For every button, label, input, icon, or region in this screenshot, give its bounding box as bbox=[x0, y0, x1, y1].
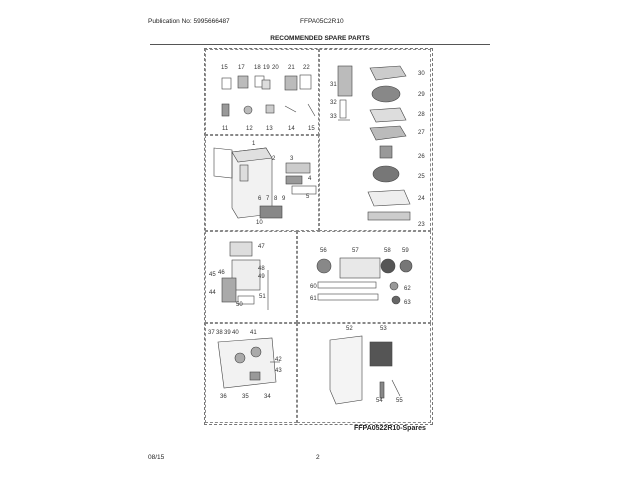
callout-number: 28 bbox=[418, 112, 425, 118]
callout-number: 21 bbox=[288, 65, 295, 71]
part-29-fan bbox=[372, 86, 400, 102]
callout-number: 36 bbox=[220, 394, 227, 400]
part-59 bbox=[400, 260, 412, 272]
callout-number: 59 bbox=[402, 248, 409, 254]
part-47 bbox=[230, 242, 252, 256]
part-27 bbox=[370, 126, 406, 140]
callout-number: 23 bbox=[418, 222, 425, 228]
callout-number: 37 bbox=[208, 330, 215, 336]
part-55 bbox=[392, 380, 400, 396]
callout-number: 40 bbox=[232, 330, 239, 336]
callout-number: 58 bbox=[384, 248, 391, 254]
part-60-slider bbox=[318, 282, 376, 288]
part-62 bbox=[390, 282, 398, 290]
part-11 bbox=[222, 104, 229, 116]
part-14 bbox=[285, 106, 296, 112]
callout-number: 51 bbox=[259, 294, 266, 300]
callout-number: 63 bbox=[404, 300, 411, 306]
callout-number: 42 bbox=[275, 357, 282, 363]
part-19-20 bbox=[262, 80, 270, 89]
part-58 bbox=[381, 259, 395, 273]
callout-number: 38 bbox=[216, 330, 223, 336]
callout-number: 1 bbox=[252, 141, 256, 147]
callout-number: 41 bbox=[250, 330, 257, 336]
callout-number: 15 bbox=[308, 126, 315, 132]
publication-number: Publication No: 5995666487 bbox=[148, 18, 230, 25]
part-10-base bbox=[260, 206, 282, 218]
callout-number: 32 bbox=[330, 100, 337, 106]
part-31-board bbox=[338, 66, 352, 96]
part-28 bbox=[370, 108, 406, 122]
callout-number: 24 bbox=[418, 196, 425, 202]
callout-number: 57 bbox=[352, 248, 359, 254]
part-15b bbox=[308, 104, 315, 116]
part-5 bbox=[292, 186, 316, 194]
callout-number: 25 bbox=[418, 174, 425, 180]
callout-number: 6 bbox=[258, 196, 262, 202]
callout-number: 27 bbox=[418, 130, 425, 136]
part-15-board bbox=[222, 78, 231, 89]
page-number: 2 bbox=[316, 454, 320, 461]
callout-number: 26 bbox=[418, 154, 425, 160]
part-3-grille bbox=[286, 163, 310, 173]
callout-number: 11 bbox=[222, 126, 229, 132]
callout-number: 3 bbox=[290, 156, 294, 162]
footer-date: 08/15 bbox=[148, 454, 165, 461]
callout-number: 8 bbox=[274, 196, 278, 202]
figure-caption: FFPA0522R10-Spares bbox=[354, 425, 426, 432]
callout-number: 60 bbox=[310, 284, 317, 290]
part-61-slider bbox=[318, 294, 378, 300]
callout-number: 49 bbox=[258, 274, 265, 280]
callout-number: 35 bbox=[242, 394, 249, 400]
callout-number: 62 bbox=[404, 286, 411, 292]
callout-number: 34 bbox=[264, 394, 271, 400]
callout-number: 50 bbox=[236, 302, 243, 308]
callout-number: 5 bbox=[306, 194, 310, 200]
part-30-housing bbox=[370, 66, 406, 80]
part-4 bbox=[286, 176, 302, 184]
callout-number: 19 bbox=[263, 65, 270, 71]
callout-number: 56 bbox=[320, 248, 327, 254]
part-17-board bbox=[238, 76, 248, 88]
part-24 bbox=[368, 190, 410, 206]
callout-number: 47 bbox=[258, 244, 265, 250]
model-number: FFPA05C2R10 bbox=[300, 18, 344, 25]
part-13 bbox=[266, 105, 274, 113]
callout-number: 52 bbox=[346, 326, 353, 332]
callout-number: 31 bbox=[330, 82, 337, 88]
callout-number: 44 bbox=[209, 290, 216, 296]
callout-number: 33 bbox=[330, 114, 337, 120]
callout-number: 48 bbox=[258, 266, 265, 272]
callout-number: 7 bbox=[266, 196, 270, 202]
callout-text: 15 bbox=[221, 65, 228, 71]
part-23-rail bbox=[368, 212, 410, 220]
page-title: RECOMMENDED SPARE PARTS bbox=[270, 35, 370, 42]
callout-number: 61 bbox=[310, 296, 317, 302]
callout-number: 9 bbox=[282, 196, 286, 202]
part-22 bbox=[300, 75, 311, 89]
callout-number: 13 bbox=[266, 126, 273, 132]
part-12 bbox=[244, 106, 252, 114]
callout-number: 17 bbox=[238, 65, 245, 71]
callout-number: 29 bbox=[418, 92, 425, 98]
callout-number: 54 bbox=[376, 398, 383, 404]
callout-number: 2 bbox=[272, 156, 276, 162]
callout-number: 18 bbox=[254, 65, 261, 71]
part-21 bbox=[285, 76, 297, 90]
panel-side bbox=[214, 148, 232, 178]
part-52-rear-cover bbox=[330, 336, 362, 404]
callout-number: 22 bbox=[303, 65, 310, 71]
part-53-filter bbox=[370, 342, 392, 366]
callout-number: 53 bbox=[380, 326, 387, 332]
callout-number: 43 bbox=[275, 368, 282, 374]
callout-number: 45 bbox=[209, 272, 216, 278]
compressor-base bbox=[218, 338, 276, 388]
callout-number: 14 bbox=[288, 126, 295, 132]
part-25-wheel bbox=[373, 166, 399, 182]
part-26-motor bbox=[380, 146, 392, 158]
callout-number: 39 bbox=[224, 330, 231, 336]
part-32 bbox=[340, 100, 346, 118]
callout-number: 10 bbox=[256, 220, 263, 226]
part-44 bbox=[222, 278, 236, 302]
callout-number: 30 bbox=[418, 71, 425, 77]
callout-number: 12 bbox=[246, 126, 253, 132]
callout-number: 4 bbox=[308, 176, 312, 182]
part-57-hose bbox=[340, 258, 380, 278]
callout-number: 20 bbox=[272, 65, 279, 71]
part-63 bbox=[392, 296, 400, 304]
callout-number: 46 bbox=[218, 270, 225, 276]
part-56-adapter bbox=[317, 259, 331, 273]
part-54 bbox=[380, 382, 384, 398]
callout-number: 55 bbox=[396, 398, 403, 404]
